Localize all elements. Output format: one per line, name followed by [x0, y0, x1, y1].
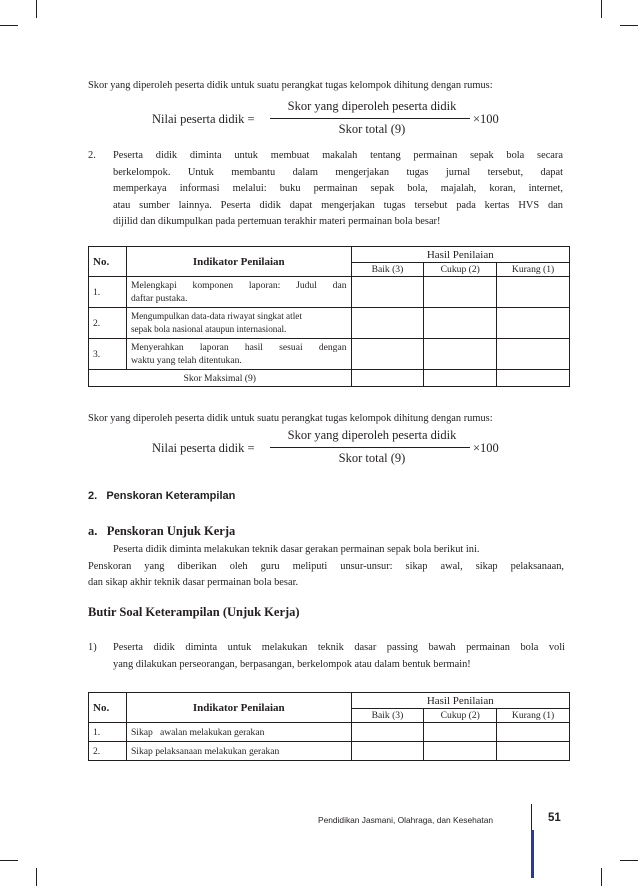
indicator-line: daftar pustaka. [130, 293, 188, 304]
paragraph-line: Penskoran yang diberikan oleh guru meliputi unsur-unsur: sikap awal, sikap pelaksanaan, [88, 560, 564, 572]
formula-numerator: Skor yang diperoleh peserta didik [287, 99, 457, 113]
crop-mark [620, 860, 638, 861]
assessment-table [88, 692, 570, 761]
score-cell[interactable] [424, 742, 497, 761]
col-header-indicator: Indikator Penilaian [126, 693, 351, 723]
formula-lhs: Nilai peserta didik [152, 441, 245, 455]
formula-denominator: Skor total (9) [338, 451, 406, 465]
table-row-max [89, 370, 570, 387]
paragraph-line: yang dilakukan perseorangan, berpasangan, berkelompok atau dalam bentuk bermain! [113, 658, 471, 670]
col-header-indicator: Indikator Penilaian [126, 247, 351, 277]
assessment-table [88, 246, 570, 387]
sub-header-fair: Cukup (2) [424, 709, 497, 723]
indicator-line: Melengkapi komponen laporan: Judul dan [130, 280, 347, 291]
indicator-line: sepak bola nasional ataupun internasional. [130, 324, 287, 334]
section-heading: 2. Penskoran Keterampilan [88, 490, 236, 502]
sub-header-poor: Kurang (1) [497, 709, 570, 723]
score-cell[interactable] [497, 723, 570, 742]
score-cell[interactable] [351, 370, 424, 387]
score-cell[interactable] [497, 742, 570, 761]
max-score-label: Skor Maksimal (9) [89, 370, 352, 387]
row-number: 1. [89, 723, 127, 742]
row-number: 2. [89, 308, 127, 339]
formula-lhs: Nilai peserta didik [152, 112, 245, 126]
col-header-result: Hasil Penilaian [351, 693, 569, 709]
paragraph-line: berkelompok. Untuk membantu dalam mengerjakan tugas jurnal tersebut, dapat [113, 166, 563, 178]
crop-mark [601, 0, 602, 18]
score-cell[interactable] [351, 308, 424, 339]
paragraph-line: atau sumber lainnya. Peserta didik dapat mengerjakan tugas tersebut pada kertas HVS dan [113, 199, 563, 211]
formula-numerator: Skor yang diperoleh peserta didik [287, 428, 457, 442]
fraction-bar [270, 118, 470, 119]
score-note: Skor yang diperoleh peserta didik untuk suatu perangkat tugas kelompok dihitung dengan rumus: [88, 413, 493, 424]
paragraph-line: memperkaya informasi melalui: buku permainan sepak bola, majalah, koran, internet, [113, 183, 563, 194]
formula-eq: = [247, 441, 255, 455]
footer-accent-bar [531, 830, 534, 878]
row-number: 3. [89, 339, 127, 370]
score-cell[interactable] [351, 339, 424, 370]
score-cell[interactable] [497, 277, 570, 308]
row-indicator: Sikap pelaksanaan melakukan gerakan [126, 742, 351, 761]
item-number: 2. [88, 150, 96, 161]
crop-mark [0, 25, 18, 26]
sub-header-good: Baik (3) [351, 263, 424, 277]
indicator-line: Mengumpulkan data-data riwayat singkat atlet [130, 311, 302, 321]
sub-header-fair: Cukup (2) [424, 263, 497, 277]
col-header-result: Hasil Penilaian [351, 247, 569, 263]
sub-header-poor: Kurang (1) [497, 263, 570, 277]
footer-divider [531, 804, 532, 830]
crop-mark [36, 868, 37, 886]
row-indicator [126, 277, 351, 308]
crop-mark [36, 0, 37, 18]
paragraph-line: Peserta didik diminta melakukan teknik dasar gerakan permainan sepak bola berikut ini. [113, 544, 480, 555]
score-cell[interactable] [424, 308, 497, 339]
sub-heading: a. Penskoran Unjuk Kerja [88, 524, 236, 538]
paragraph-line: dijilid dan dikumpulkan pada pertemuan terakhir materi permainan bola besar! [113, 216, 441, 227]
table-row [89, 723, 570, 742]
page-number: 51 [548, 812, 561, 824]
score-cell[interactable] [497, 339, 570, 370]
row-number: 1. [89, 277, 127, 308]
score-note: Skor yang diperoleh peserta didik untuk suatu perangkat tugas kelompok dihitung dengan rumus: [88, 80, 493, 91]
formula-denominator: Skor total (9) [338, 122, 406, 136]
intro-paragraph [88, 542, 564, 592]
indicator-line: Menyerahkan laporan hasil sesuai dengan [130, 342, 347, 353]
formula-multiplier: ×100 [473, 112, 499, 126]
score-cell[interactable] [424, 339, 497, 370]
table-row [89, 339, 570, 370]
crop-mark [601, 868, 602, 886]
item-paragraph [113, 148, 563, 231]
paragraph-line: Peserta didik diminta untuk melakukan teknik dasar passing bawah permainan bola voli [113, 642, 565, 653]
question-paragraph [113, 640, 565, 673]
crop-mark [0, 860, 18, 861]
formula-eq: = [247, 112, 255, 126]
score-cell[interactable] [351, 277, 424, 308]
score-cell[interactable] [351, 742, 424, 761]
table-row [89, 308, 570, 339]
row-indicator [126, 339, 351, 370]
score-cell[interactable] [424, 277, 497, 308]
fraction-bar [270, 447, 470, 448]
score-cell[interactable] [351, 723, 424, 742]
col-header-no: No. [89, 247, 127, 277]
table-row [89, 742, 570, 761]
score-cell[interactable] [424, 370, 497, 387]
table-row [89, 277, 570, 308]
indicator-line: waktu yang telah ditentukan. [130, 355, 242, 366]
formula-multiplier: ×100 [473, 441, 499, 455]
row-indicator [126, 308, 351, 339]
sub-header-good: Baik (3) [351, 709, 424, 723]
col-header-no: No. [89, 693, 127, 723]
row-number: 2. [89, 742, 127, 761]
footer-book-title: Pendidikan Jasmani, Olahraga, dan Kesehatan [318, 815, 494, 825]
butir-heading: Butir Soal Keterampilan (Unjuk Kerja) [88, 605, 300, 619]
score-cell[interactable] [497, 370, 570, 387]
paragraph-line: Peserta didik diminta untuk membuat makalah tentang permainan sepak bola secara [113, 150, 563, 161]
question-number: 1) [88, 642, 97, 653]
score-cell[interactable] [497, 308, 570, 339]
paragraph-line: dan sikap akhir teknik dasar permainan bola besar. [88, 577, 299, 588]
row-indicator: Sikap awalan melakukan gerakan [126, 723, 351, 742]
score-cell[interactable] [424, 723, 497, 742]
crop-mark [620, 25, 638, 26]
